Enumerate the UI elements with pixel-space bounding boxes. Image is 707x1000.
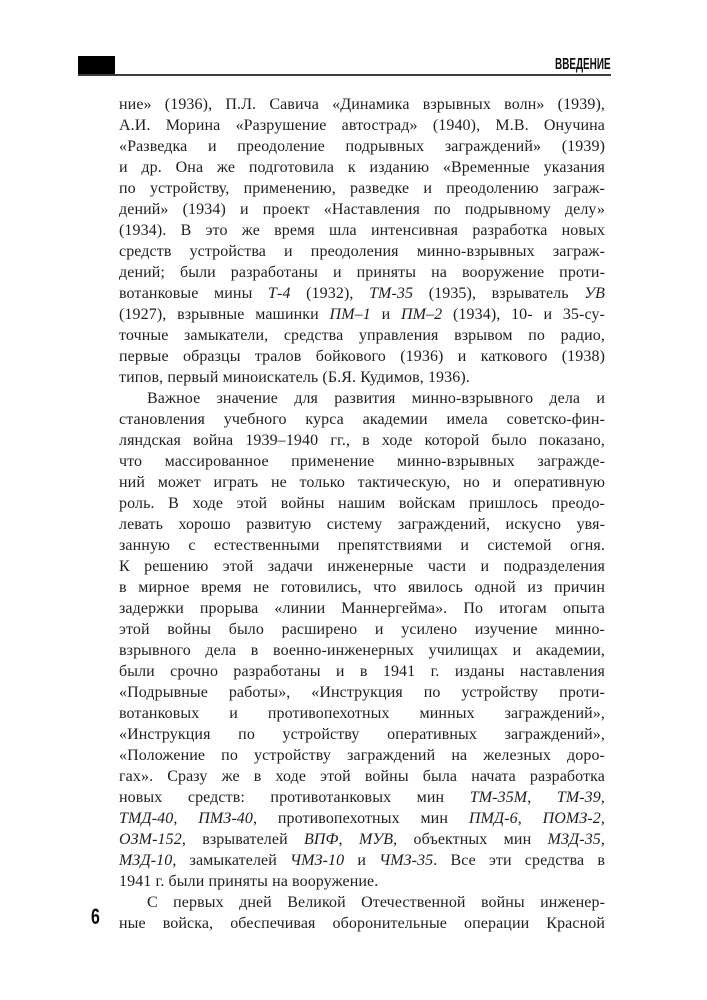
text-line: «Разведка и преодоление подрывных заграждений» (1939) [119,138,605,155]
header-black-mark [78,56,115,74]
text-line: взрывного дела в военно-инженерных училищах и академии, [119,642,605,659]
text-line: по устройству, применению, разведке и преодолению заграж- [119,180,605,197]
text-line: типов, первый миноискатель (Б.Я. Кудимов, 1936). [119,369,470,386]
paragraph [119,388,605,892]
text-line: А.И. Морина «Разрушение автострад» (1940), М.В. Онучина [119,117,605,134]
text-line: «Подрывные работы», «Инструкция по устройству проти- [119,684,605,701]
header-rule [78,74,611,76]
text-line: были срочно разработаны и в 1941 г. изданы наставления [119,663,605,680]
text-line: гах». Сразу же в ходе этой войны была начата разработка [119,768,605,785]
text-line: новых средств: противотанковых мин ТМ-35М, ТМ-39, [119,789,605,806]
text-line: роль. В ходе этой войны нашим войскам пришлось преодо- [119,495,605,512]
text-line: точные замыкатели, средства управления взрывом по радио, [119,327,605,344]
running-head-section-label: ВВЕДЕНИЕ [555,56,611,73]
text-line: в мирное время не готовились, что явилось одной из причин [119,579,605,596]
text-line: задержки прорыва «линии Маннергейма». По итогам опыта [119,600,605,617]
paragraph [119,892,605,934]
text-line: К решению этой задачи инженерные части и подразделения [119,558,605,575]
body-text [119,94,605,934]
text-line: средств устройства и преодоления минно-взрывных заграж- [119,243,605,260]
text-line: ние» (1936), П.Л. Савича «Динамика взрывных волн» (1939), [119,96,605,113]
text-line: (1927), взрывные машинки ПМ–1 и ПМ–2 (1934), 10- и 35-су- [119,306,605,323]
text-line: Важное значение для развития минно-взрывного дела и [147,390,605,407]
text-line: этой войны было расширено и усилено изучение минно- [119,621,605,638]
text-line: (1934). В это же время шла интенсивная разработка новых [119,222,605,239]
text-line: «Инструкция по устройству оперативных заграждений», [119,726,605,743]
text-line: 1941 г. были приняты на вооружение. [119,873,379,890]
text-line: вотанковые мины Т-4 (1932), ТМ-35 (1935), взрыватель УВ [119,285,605,302]
paragraph [119,94,605,388]
text-line: ний может играть не только тактическую, но и оперативную [119,474,605,491]
text-line: «Положение по устройству заграждений на железных доро- [119,747,605,764]
text-line: ляндская война 1939–1940 гг., в ходе которой было показано, [119,432,605,449]
text-line: становления учебного курса академии имела советско-фин- [119,411,605,428]
text-line: и др. Она же подготовила к изданию «Временные указания [119,159,605,176]
text-line: вотанковых и противопехотных минных заграждений», [119,705,605,722]
text-line: дений» (1934) и проект «Наставления по подрывному делу» [119,201,605,218]
text-line: ТМД-40, ПМЗ-40, противопехотных мин ПМД-6, ПОМЗ-2, [119,810,606,827]
page-number: 6 [91,904,100,929]
text-line: ные войска, обеспечивая оборонительные операции Красной [119,915,605,932]
text-line: дений; были разработаны и приняты на вооружение проти- [119,264,605,281]
text-line: С первых дней Великой Отечественной войны инженер- [147,894,605,911]
text-line: МЗД-10, замыкателей ЧМЗ-10 и ЧМЗ-35. Все эти средства в [119,852,605,869]
text-line: занную с естественными препятствиями и системой огня. [119,537,605,554]
text-line: что массированное применение минно-взрывных загражде- [119,453,605,470]
text-line: ОЗМ-152, взрывателей ВПФ, МУВ, объектных мин МЗД-35, [119,831,605,848]
text-line: первые образцы тралов бойкового (1936) и каткового (1938) [119,348,605,365]
text-line: левать хорошо развитую систему заграждений, искусно увя- [119,516,605,533]
